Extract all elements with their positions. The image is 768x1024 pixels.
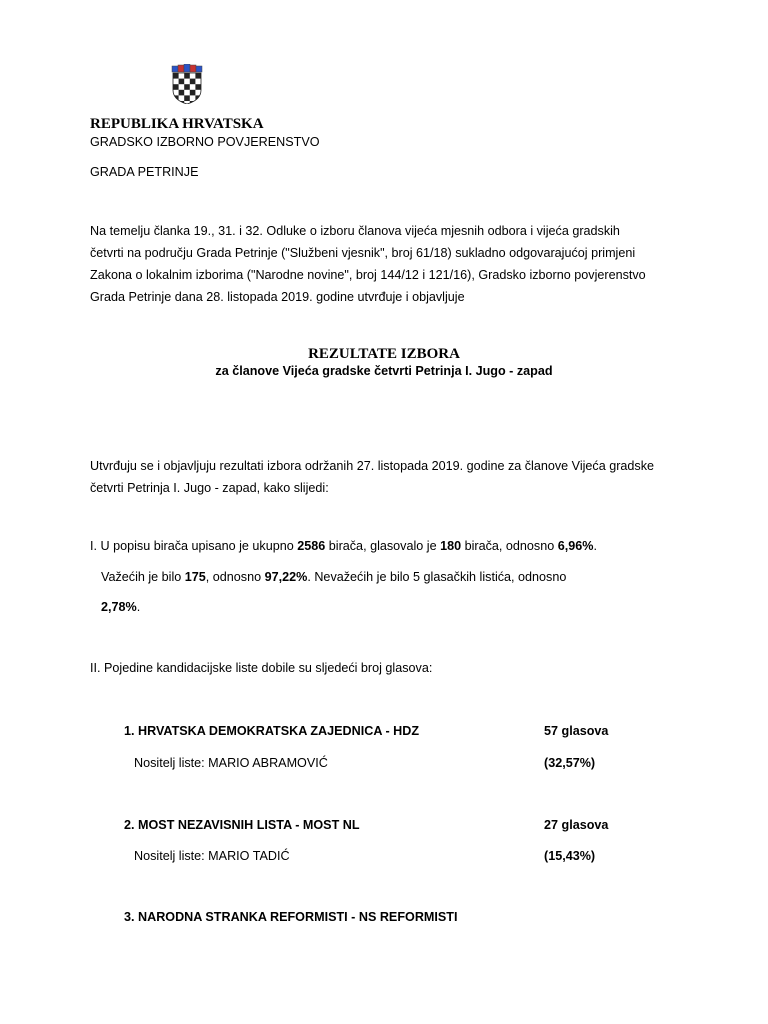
section1-text: . (593, 539, 597, 553)
statement-paragraph (90, 455, 690, 499)
intro-line: Na temelju članka 19., 31. i 32. Odluke o izboru članova vijeća mjesnih odbora i vijeća gradskih (90, 224, 620, 238)
list-item-votes: 57 glasova (544, 724, 609, 738)
valid-percent: 97,22% (264, 570, 308, 584)
header-country: REPUBLIKA HRVATSKA (90, 116, 264, 132)
turnout-percent: 6,96% (557, 539, 594, 553)
section1-text: birača, glasovalo je (325, 539, 441, 553)
intro-line: Zakona o lokalnim izborima ("Narodne novine", broj 144/12 i 121/16), Gradsko izborno povjerenstvo (90, 268, 646, 282)
intro-line: Grada Petrinje dana 28. listopada 2019. godine utvrđuje i objavljuje (90, 290, 465, 304)
list-item-holder: Nositelj liste: MARIO TADIĆ (134, 849, 290, 863)
header-body-line1: GRADSKO IZBORNO POVJERENSTVO (90, 135, 320, 149)
coat-of-arms-icon (170, 64, 204, 104)
list-item-percent: (15,43%) (544, 849, 596, 863)
section2-heading: II. Pojedine kandidacijske liste dobile su sljedeći broj glasova: (90, 661, 433, 675)
valid-count: 175 (184, 570, 206, 584)
registered-voters: 2586 (297, 539, 326, 553)
list-item-percent: (32,57%) (544, 756, 596, 770)
section1-text: birača, odnosno (461, 539, 558, 553)
section1-text: I. U popisu birača upisano je ukupno (90, 539, 298, 553)
section1-line3 (101, 600, 140, 614)
document-title: REZULTATE IZBORA (308, 346, 460, 362)
section1-line1 (90, 539, 597, 553)
intro-paragraph (90, 220, 690, 308)
section1-text: . Nevažećih je bilo 5 glasačkih listića, odnosno (307, 570, 567, 584)
list-item-name: 2. MOST NEZAVISNIH LISTA - MOST NL (124, 818, 360, 832)
list-item-name: 1. HRVATSKA DEMOKRATSKA ZAJEDNICA - HDZ (124, 724, 420, 738)
voted-count: 180 (440, 539, 462, 553)
header-body-line2: GRADA PETRINJE (90, 165, 199, 179)
list-item-holder: Nositelj liste: MARIO ABRAMOVIĆ (134, 756, 328, 770)
intro-line: četvrti na području Grada Petrinje ("Službeni vjesnik", broj 61/18) sukladno odgovarajućoj primjeni (90, 246, 636, 260)
section1-text: . (136, 600, 141, 614)
section1-text: Važećih je bilo (101, 570, 185, 584)
statement-line: četvrti Petrinja I. Jugo - zapad, kako slijedi: (90, 481, 329, 495)
list-item-name: 3. NARODNA STRANKA REFORMISTI - NS REFORMISTI (124, 910, 458, 924)
invalid-percent: 2,78% (101, 600, 137, 614)
section1-line2 (101, 570, 566, 584)
list-item-votes: 27 glasova (544, 818, 609, 832)
statement-line: Utvrđuju se i objavljuju rezultati izbora održanih 27. listopada 2019. godine za članove Vijeća gradske (90, 459, 655, 473)
section1-text: , odnosno (205, 570, 265, 584)
document-subtitle: za članove Vijeća gradske četvrti Petrinja I. Jugo - zapad (215, 364, 553, 378)
